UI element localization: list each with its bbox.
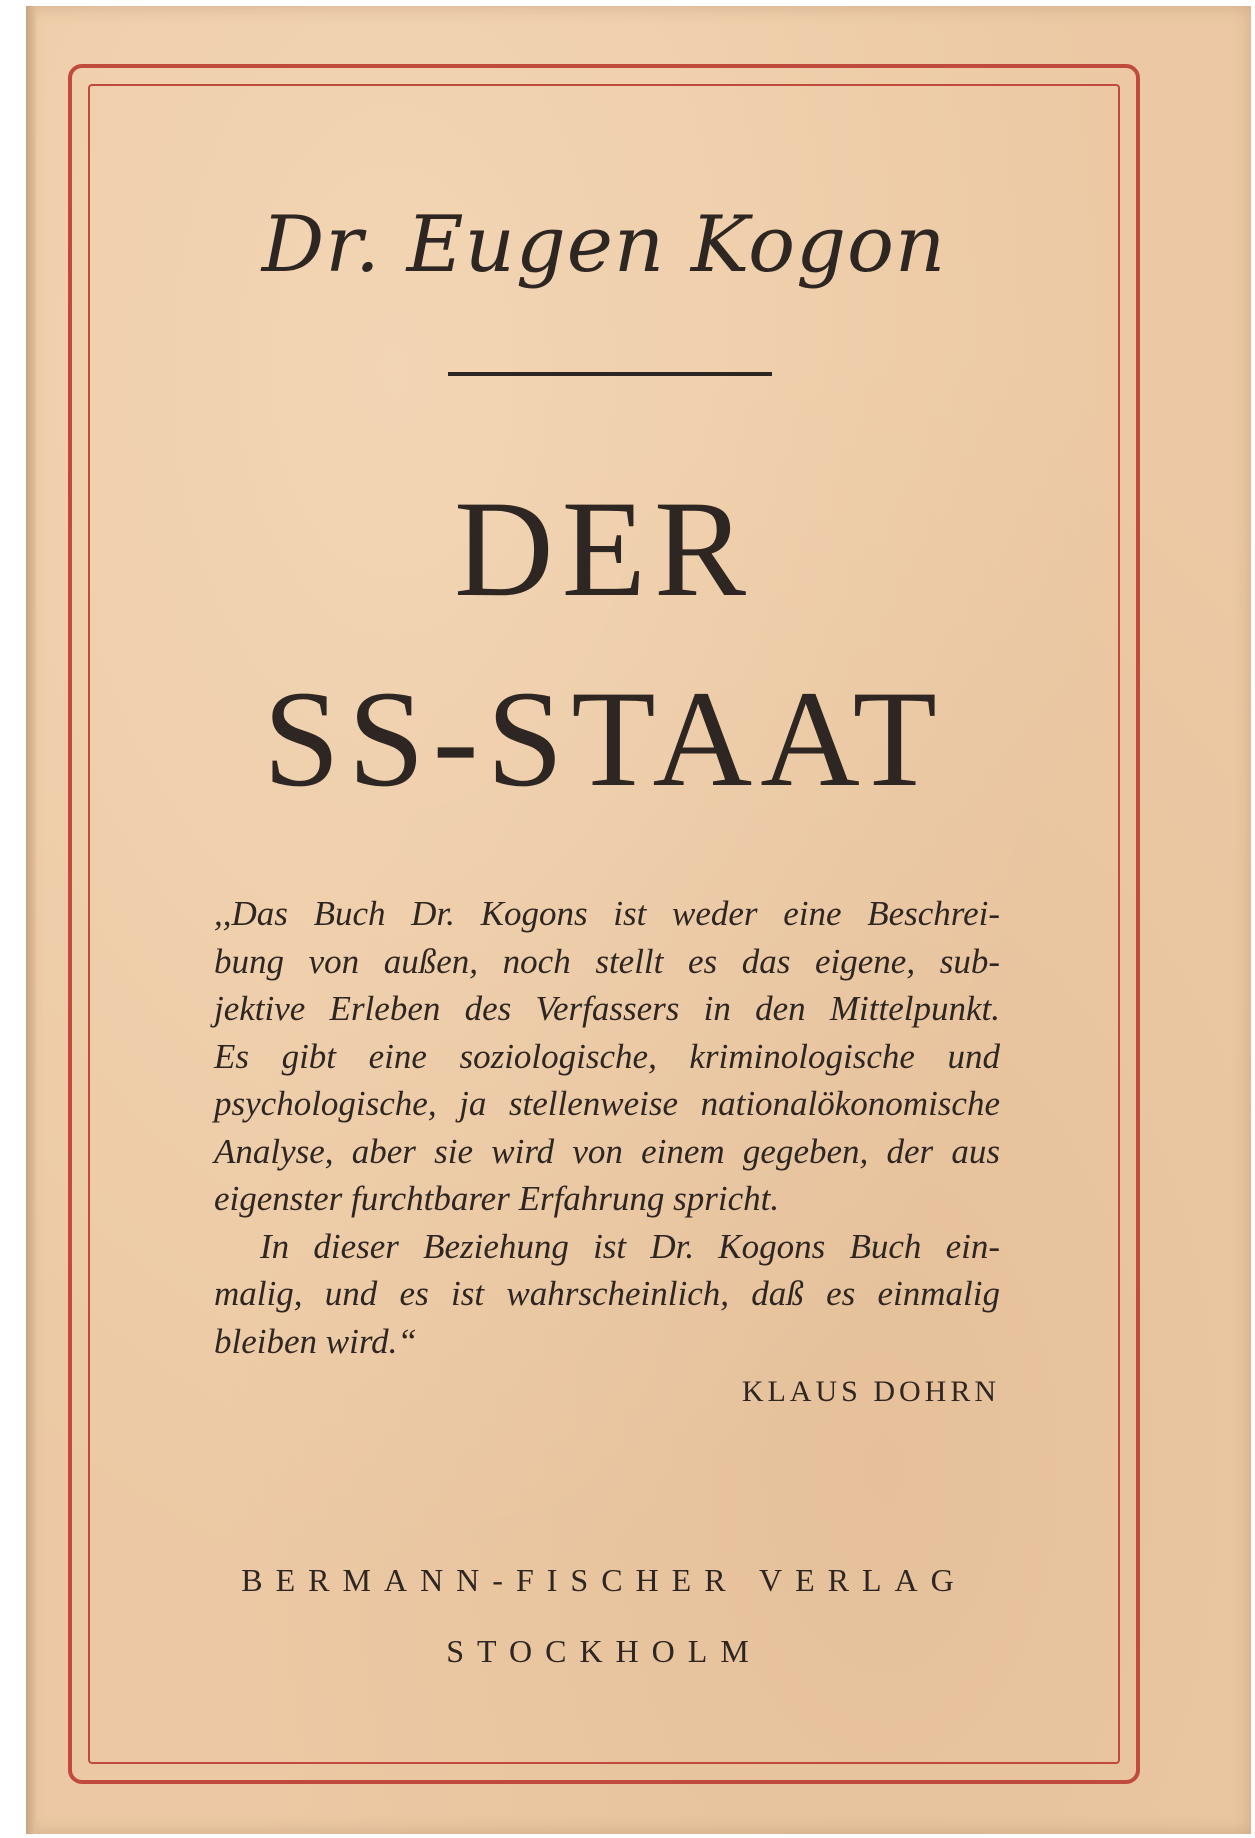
quote-line: ,,Das Buch Dr. Kogons ist weder eine Beschrei- — [214, 894, 1000, 933]
quote-line: Es gibt eine soziologische, kriminologische und — [214, 1036, 1000, 1076]
quote-line: bleiben wird.“ — [214, 1321, 417, 1361]
publisher-city: STOCKHOLM — [446, 1633, 762, 1669]
book-title-line-1: DER — [454, 472, 754, 625]
quote-line: bung von außen, noch stellt es das eigene, sub- — [214, 941, 1000, 981]
quote-line: eigenster furchtbarer Erfahrung spricht. — [214, 1179, 780, 1218]
quote-line: jektive Erleben des Verfassers in den Mittelpunkt. — [214, 989, 1000, 1028]
publisher-name: BERMANN-FISCHER VERLAG — [241, 1562, 967, 1598]
cover-edge — [26, 6, 36, 1834]
author-name: Dr. Eugen Kogon — [261, 200, 947, 290]
book-title-line-2: SS-STAAT — [263, 662, 945, 815]
quote-attribution: KLAUS DOHRN — [741, 1375, 1000, 1408]
quote-line: malig, und es ist wahrscheinlich, daß es einmalig — [214, 1274, 1000, 1313]
quote-line: In dieser Beziehung ist Dr. Kogons Buch ein- — [260, 1226, 1000, 1266]
blurb-quote — [214, 890, 1000, 1365]
quote-line: Analyse, aber sie wird von einem gegeben, der aus — [214, 1131, 1000, 1171]
quote-line: psychologische, ja stellenweise nationalökonomische — [214, 1084, 1000, 1123]
divider-rule — [448, 372, 772, 376]
